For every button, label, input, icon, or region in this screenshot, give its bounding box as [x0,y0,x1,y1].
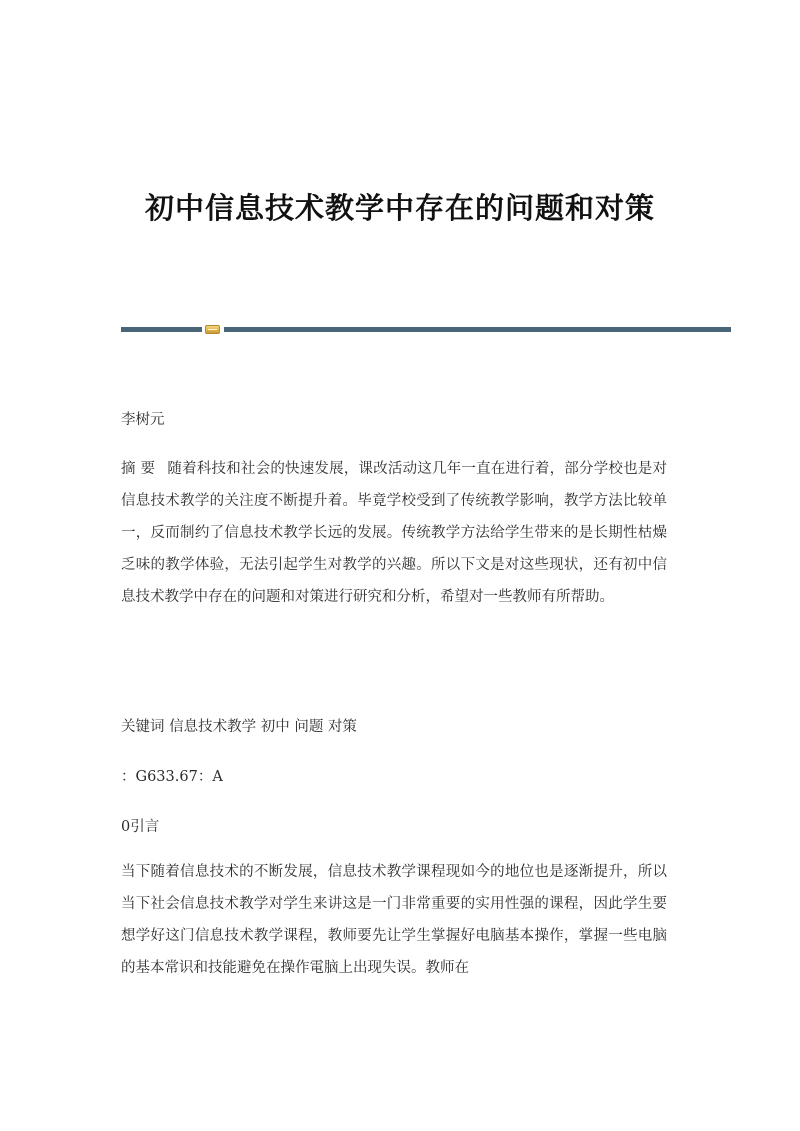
abstract-label: 摘 要 [121,461,156,477]
divider-emblem-icon [205,325,220,334]
section-heading: 0引言 [121,819,160,835]
divider-bar-right [224,327,731,332]
author-name: 李树元 [121,412,165,428]
document-title: 初中信息技术教学中存在的问题和对策 [144,191,655,225]
abstract-text: 随着科技和社会的快速发展，课改活动这几年一直在进行着，部分学校也是对信息技术教学的关注度不断提升着。毕竟学校受到了传统教学影响，教学方法比较单一，反而制约了信息技术教学长远的发展。传统教学方法给学生带来的是长期性枯燥乏味的教学体验，无法引起学生对教学的兴趣。所以下文是对这些现状，还有初中信息技术教学中存在的问题和对策进行研究和分析，希望对一些教师有所帮助。 [121,461,668,605]
keywords-line: 关键词 信息技术教学 初中 问题 对策 [121,719,357,735]
classification-code: ：G633.67：A [121,769,223,785]
divider-bar-left [121,327,202,332]
abstract-paragraph [121,453,667,613]
title-divider [121,325,731,334]
body-paragraph: 当下随着信息技术的不断发展，信息技术教学课程现如今的地位也是逐渐提升，所以当下社会信息技术教学对学生来讲这是一门非常重要的实用性强的课程，因此学生要想学好这门信息技术教学课程，教师要先让学生掌握好电脑基本操作，掌握一些电脑的基本常识和技能避免在操作電脑上出现失误。教师在 [121,864,667,976]
